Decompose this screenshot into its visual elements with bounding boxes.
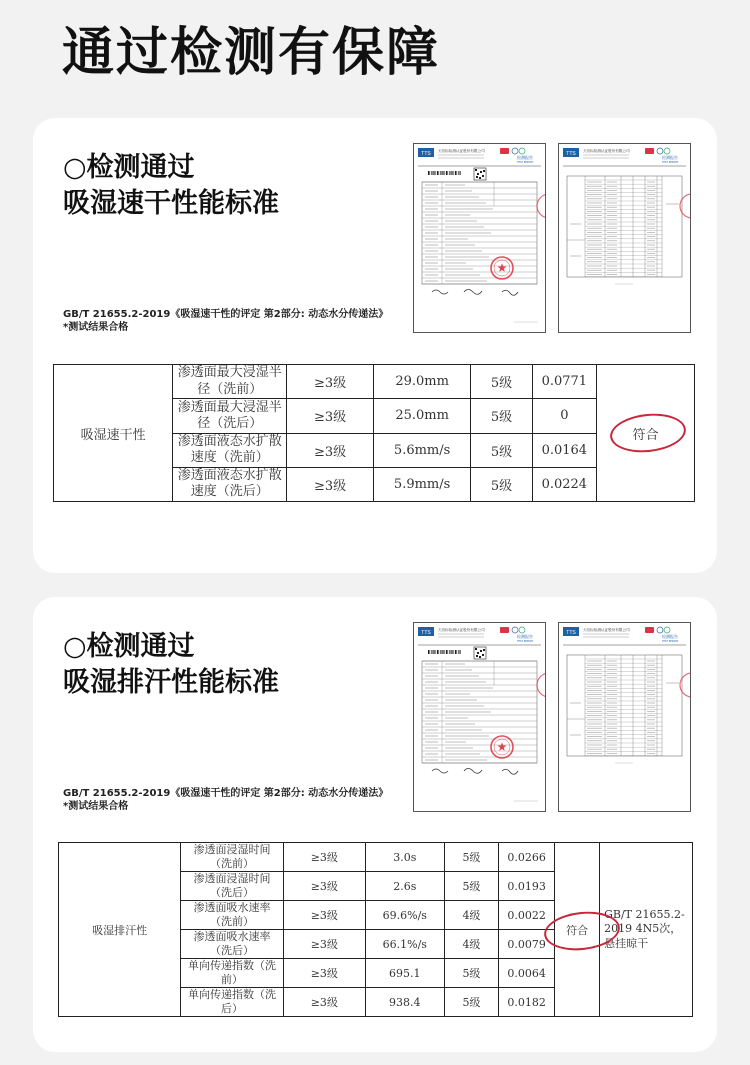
report-title: 检测报告 xyxy=(662,155,678,160)
org-name: 天纺标检测认证股份有限公司 xyxy=(583,628,630,632)
cv-cell: 0.0182 xyxy=(499,988,555,1017)
cv-cell: 0.0079 xyxy=(499,930,555,959)
report-page-2 xyxy=(558,622,691,812)
qr-code-icon xyxy=(474,168,486,180)
signature-icon xyxy=(432,769,518,775)
grade-cell: 5级 xyxy=(444,988,498,1017)
cv-cell: 0 xyxy=(532,399,596,433)
category-cell: 吸湿速干性 xyxy=(54,365,173,502)
org-name: 天纺标检测认证股份有限公司 xyxy=(583,149,630,153)
cv-cell: 0.0022 xyxy=(499,901,555,930)
standard-info xyxy=(63,787,388,813)
report-header xyxy=(418,148,541,166)
requirement-cell: ≥3级 xyxy=(283,959,365,988)
seam-stamp-icon xyxy=(537,673,545,697)
standard-text: GB/T 21655.2-2019《吸湿速干性的评定 第2部分: 动态水分传递法》 xyxy=(63,788,389,799)
grade-cell: 5级 xyxy=(471,365,532,399)
barcode-icon xyxy=(428,171,461,175)
grade-cell: 5级 xyxy=(471,433,532,467)
grade-cell: 4级 xyxy=(444,930,498,959)
value-cell: 2.6s xyxy=(365,872,444,901)
report-page-1 xyxy=(413,143,546,333)
grade-cell: 5级 xyxy=(471,399,532,433)
report-header xyxy=(563,148,686,166)
page-title: 通过检测有保障 xyxy=(62,23,441,83)
cv-cell: 0.0193 xyxy=(499,872,555,901)
seam-stamp-icon xyxy=(680,673,690,697)
section-heading xyxy=(63,150,279,222)
category-cell: 吸湿排汗性 xyxy=(59,843,181,1017)
result-note: *测试结果合格 xyxy=(63,322,129,333)
grade-cell: 5级 xyxy=(444,872,498,901)
item-cell: 渗透面吸水速率（洗后） xyxy=(181,930,284,959)
grade-cell: 5级 xyxy=(444,843,498,872)
item-cell: 渗透面吸水速率（洗前） xyxy=(181,901,284,930)
item-cell: 渗透面最大浸湿半径（洗后） xyxy=(173,399,287,433)
report-subtitle: TEST REPORT xyxy=(517,640,534,643)
grade-cell: 5级 xyxy=(444,959,498,988)
report-page-2 xyxy=(558,143,691,333)
heading-line-1: ○检测通过 xyxy=(63,631,195,662)
section-heading xyxy=(63,629,279,701)
grade-cell: 4级 xyxy=(444,901,498,930)
report-title: 检测报告 xyxy=(517,155,533,160)
heading-line-1: ○检测通过 xyxy=(63,152,195,183)
value-cell: 69.6%/s xyxy=(365,901,444,930)
report-header xyxy=(418,627,541,645)
grade-cell: 5级 xyxy=(471,467,532,501)
standard-info xyxy=(63,308,388,334)
verdict-cell xyxy=(555,843,600,1017)
seam-stamp-icon xyxy=(537,194,545,218)
requirement-cell: ≥3级 xyxy=(287,433,374,467)
report-subtitle: TEST REPORT xyxy=(517,161,534,164)
logo-text: TTS xyxy=(421,151,431,157)
report-stamp-icon xyxy=(491,736,513,758)
cv-cell: 0.0224 xyxy=(532,467,596,501)
value-cell: 66.1%/s xyxy=(365,930,444,959)
table-row xyxy=(54,365,695,399)
report-form-grid xyxy=(422,182,537,284)
verdict-mark xyxy=(566,922,588,938)
value-cell: 3.0s xyxy=(365,843,444,872)
table-row xyxy=(59,843,693,872)
report-form-grid xyxy=(422,661,537,763)
report-subtitle: TEST REPORT xyxy=(662,640,679,643)
logo-text: TTS xyxy=(566,630,576,636)
report-page-1 xyxy=(413,622,546,812)
report-stamp-icon xyxy=(491,257,513,279)
value-cell: 25.0mm xyxy=(373,399,471,433)
logo-text: TTS xyxy=(566,151,576,157)
item-cell: 渗透面浸湿时间（洗前） xyxy=(181,843,284,872)
test-card-quick-dry xyxy=(33,118,717,573)
qr-code-icon xyxy=(474,647,486,659)
report-header xyxy=(563,627,686,645)
report-subtitle: TEST REPORT xyxy=(662,161,679,164)
value-cell: 5.9mm/s xyxy=(373,467,471,501)
item-cell: 单向传递指数（洗后） xyxy=(181,988,284,1017)
result-table xyxy=(58,842,693,1017)
requirement-cell: ≥3级 xyxy=(283,872,365,901)
cv-cell: 0.0064 xyxy=(499,959,555,988)
org-name: 天纺标检测认证股份有限公司 xyxy=(438,628,485,632)
item-cell: 渗透面最大浸湿半径（洗前） xyxy=(173,365,287,399)
item-cell: 渗透面浸湿时间（洗后） xyxy=(181,872,284,901)
barcode-icon xyxy=(428,650,461,654)
verdict-cell xyxy=(597,365,695,502)
requirement-cell: ≥3级 xyxy=(287,365,374,399)
seam-stamp-icon xyxy=(680,194,690,218)
cv-cell: 0.0771 xyxy=(532,365,596,399)
value-cell: 695.1 xyxy=(365,959,444,988)
verdict-mark xyxy=(632,424,658,443)
report-data-grid xyxy=(567,655,682,756)
requirement-cell: ≥3级 xyxy=(283,843,365,872)
requirement-cell: ≥3级 xyxy=(283,901,365,930)
cv-cell: 0.0164 xyxy=(532,433,596,467)
test-card-sweat-wicking xyxy=(33,597,717,1052)
verdict-text: 符合 xyxy=(566,923,589,937)
item-cell: 渗透面液态水扩散速度（洗后） xyxy=(173,467,287,501)
requirement-cell: ≥3级 xyxy=(287,399,374,433)
org-name: 天纺标检测认证股份有限公司 xyxy=(438,149,485,153)
value-cell: 5.6mm/s xyxy=(373,433,471,467)
cv-cell: 0.0266 xyxy=(499,843,555,872)
heading-line-2: 吸湿排汗性能标准 xyxy=(63,667,279,698)
item-cell: 单向传递指数（洗前） xyxy=(181,959,284,988)
verdict-text: 符合 xyxy=(632,427,659,443)
value-cell: 29.0mm xyxy=(373,365,471,399)
result-note: *测试结果合格 xyxy=(63,801,129,812)
report-title: 检测报告 xyxy=(517,634,533,639)
requirement-cell: ≥3级 xyxy=(283,988,365,1017)
report-data-grid xyxy=(567,176,682,277)
requirement-cell: ≥3级 xyxy=(287,467,374,501)
logo-text: TTS xyxy=(421,630,431,636)
standard-text: GB/T 21655.2-2019《吸湿速干性的评定 第2部分: 动态水分传递法》 xyxy=(63,309,389,320)
heading-line-2: 吸湿速干性能标准 xyxy=(63,188,279,219)
signature-icon xyxy=(432,290,518,296)
item-cell: 渗透面液态水扩散速度（洗前） xyxy=(173,433,287,467)
method-cell: GB/T 21655.2-2019 4N5次，悬挂晾干 xyxy=(600,843,693,1017)
requirement-cell: ≥3级 xyxy=(283,930,365,959)
report-title: 检测报告 xyxy=(662,634,678,639)
value-cell: 938.4 xyxy=(365,988,444,1017)
result-table xyxy=(53,364,695,502)
